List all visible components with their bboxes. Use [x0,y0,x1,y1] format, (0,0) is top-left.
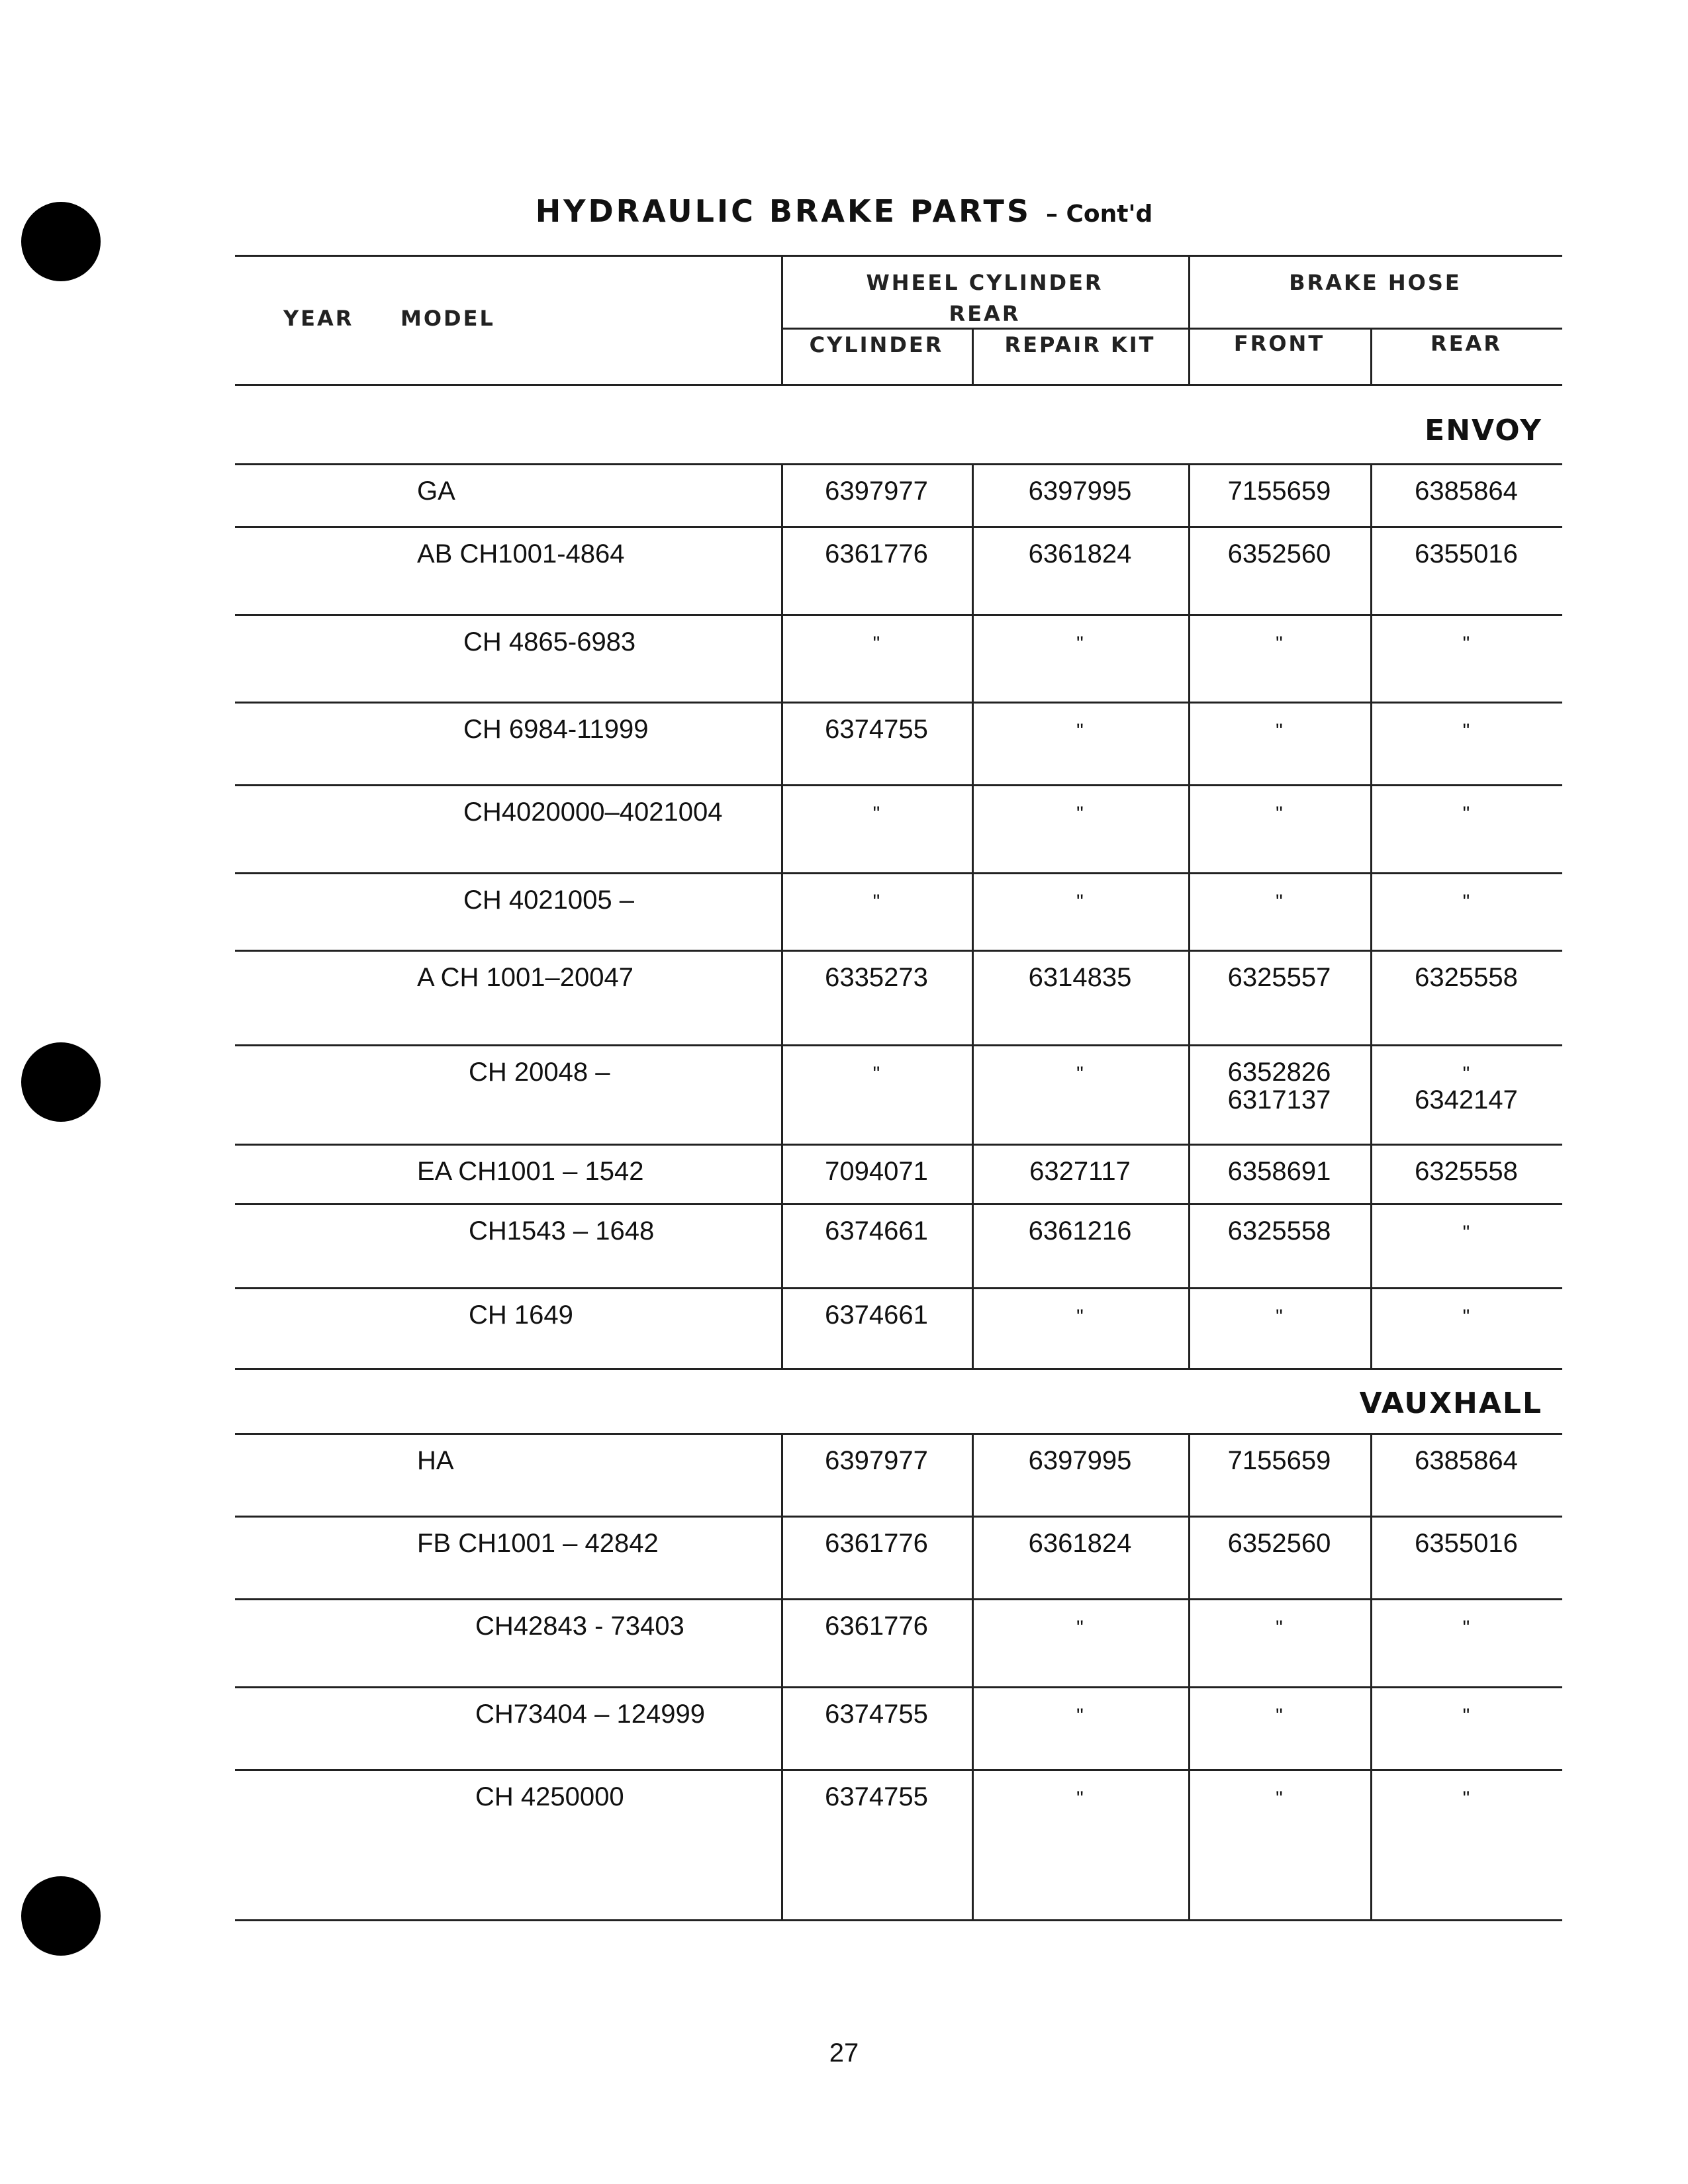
row-model: HA [417,1446,454,1475]
cell-repair-kit: " [1076,1705,1084,1727]
row-model: CH 4021005 – [463,886,634,915]
cell-rear: 6355016 [1415,539,1518,569]
row-rule [235,1044,1562,1046]
cell-front: " [1276,720,1283,742]
cell-rear: " [1462,803,1470,825]
row-rule [235,1287,1562,1289]
cell-repair-kit: " [1076,1617,1084,1639]
cell-rear: 6355016 [1415,1529,1518,1558]
cell-front: " [1276,891,1283,913]
header-repair-kit: REPAIR KIT [1004,332,1156,357]
binder-hole-bottom [21,1876,101,1956]
cell-rear: 6385864 [1415,1446,1518,1475]
cell-front: 7155659 [1227,1446,1331,1475]
cell-repair-kit: 6361216 [1028,1216,1132,1246]
binder-hole-middle [21,1042,101,1122]
column-divider [972,1433,974,1921]
cell-cylinder: " [872,803,880,825]
cell-front: " [1276,1788,1283,1809]
cell-cylinder: 6397977 [825,1446,928,1475]
cell-front: 6352560 [1227,539,1331,569]
title-sub: – Cont'd [1045,201,1153,228]
header-brake-hose: BRAKE HOSE [1289,270,1462,295]
cell-cylinder: 6335273 [825,963,928,992]
cell-rear: " [1462,720,1470,742]
cell-rear: " [1462,1063,1470,1085]
cell-cylinder: 6397977 [825,477,928,506]
cell-front: " [1276,1306,1283,1328]
row-rule [235,1598,1562,1600]
cell-repair-kit: " [1076,891,1084,913]
cell-rear: 6325558 [1415,1157,1518,1186]
cell-cylinder: 6374755 [825,715,928,744]
header-wheel-cylinder: WHEEL CYLINDER [866,270,1103,295]
column-divider [781,1433,783,1921]
row-rule [235,1516,1562,1518]
cell-rear-second: 6342147 [1415,1085,1518,1115]
header-rear-hose: REAR [1430,331,1502,356]
cell-cylinder: 6361776 [825,539,928,569]
cell-cylinder: " [872,891,880,913]
cell-repair-kit: " [1076,720,1084,742]
cell-repair-kit: 6397995 [1028,1446,1132,1475]
row-model: A CH 1001–20047 [417,963,633,992]
row-rule [235,1368,1562,1370]
cell-front: " [1276,803,1283,825]
row-model: CH 4250000 [475,1782,624,1811]
row-model: CH 20048 – [469,1058,610,1087]
row-rule [235,872,1562,874]
cell-repair-kit: " [1076,803,1084,825]
cell-cylinder: 6361776 [825,1529,928,1558]
row-rule [235,1769,1562,1771]
row-rule [235,1686,1562,1688]
page-number: 27 [829,2038,859,2068]
title-main: HYDRAULIC BRAKE PARTS [535,193,1031,229]
cell-cylinder: " [872,1063,880,1085]
row-rule [235,1203,1562,1205]
cell-cylinder: 6361776 [825,1612,928,1641]
cell-repair-kit: " [1076,1063,1084,1085]
row-rule [235,784,1562,786]
cell-front: 6352826 [1227,1058,1331,1087]
header-front: FRONT [1233,331,1325,356]
cell-front: 6325558 [1227,1216,1331,1246]
row-model: CH4020000–4021004 [463,797,723,827]
cell-rear: " [1462,1788,1470,1809]
cell-front: 6358691 [1227,1157,1331,1186]
header-bottom-rule [235,384,1562,386]
cell-rear: " [1462,1705,1470,1727]
page-title [0,193,1688,229]
column-divider [1188,1433,1190,1921]
cell-rear: " [1462,891,1470,913]
row-model: CH73404 – 124999 [475,1700,705,1729]
row-model: CH1543 – 1648 [469,1216,655,1246]
cell-repair-kit: 6361824 [1028,1529,1132,1558]
cell-rear: " [1462,633,1470,655]
cell-front: 7155659 [1227,477,1331,506]
row-rule [235,1144,1562,1146]
cell-front: " [1276,1617,1283,1639]
header-wheel-rear: REAR [949,301,1021,326]
cell-rear: 6325558 [1415,963,1518,992]
row-rule [235,950,1562,952]
cell-front: 6325557 [1227,963,1331,992]
section-title: ENVOY [1425,414,1542,447]
row-model: AB CH1001-4864 [417,539,625,569]
row-rule [235,526,1562,528]
cell-cylinder: " [872,633,880,655]
row-model: CH 4865-6983 [463,627,636,657]
cell-rear: " [1462,1222,1470,1244]
row-model: CH 1649 [469,1300,573,1330]
cell-front: 6352560 [1227,1529,1331,1558]
row-rule [235,614,1562,616]
row-rule [235,702,1562,704]
header-top-rule [235,255,1562,257]
row-model: CH 6984-11999 [463,715,649,744]
header-year: YEAR [283,306,354,331]
cell-repair-kit: 6397995 [1028,477,1132,506]
row-model: EA CH1001 – 1542 [417,1157,644,1186]
row-model: FB CH1001 – 42842 [417,1529,659,1558]
header-cylinder: CYLINDER [809,332,944,357]
header-sub-rule [781,328,1562,330]
cell-repair-kit: 6361824 [1028,539,1132,569]
cell-repair-kit: " [1076,1306,1084,1328]
cell-repair-kit: 6314835 [1028,963,1132,992]
cell-cylinder: 7094071 [825,1157,928,1186]
cell-rear: 6385864 [1415,477,1518,506]
cell-cylinder: 6374661 [825,1300,928,1330]
cell-cylinder: 6374755 [825,1782,928,1811]
section-title: VAUXHALL [1359,1387,1542,1420]
cell-repair-kit: " [1076,1788,1084,1809]
column-divider [1370,1433,1372,1921]
row-model: GA [417,477,455,506]
section-top-rule [235,1433,1562,1435]
row-rule [235,1919,1562,1921]
header-model: MODEL [400,306,495,331]
cell-cylinder: 6374661 [825,1216,928,1246]
row-model: CH42843 - 73403 [475,1612,684,1641]
cell-front-second: 6317137 [1227,1085,1331,1115]
cell-repair-kit: 6327117 [1029,1157,1131,1186]
cell-rear: " [1462,1617,1470,1639]
cell-rear: " [1462,1306,1470,1328]
cell-front: " [1276,633,1283,655]
cell-repair-kit: " [1076,633,1084,655]
cell-cylinder: 6374755 [825,1700,928,1729]
section-top-rule [235,463,1562,465]
cell-front: " [1276,1705,1283,1727]
